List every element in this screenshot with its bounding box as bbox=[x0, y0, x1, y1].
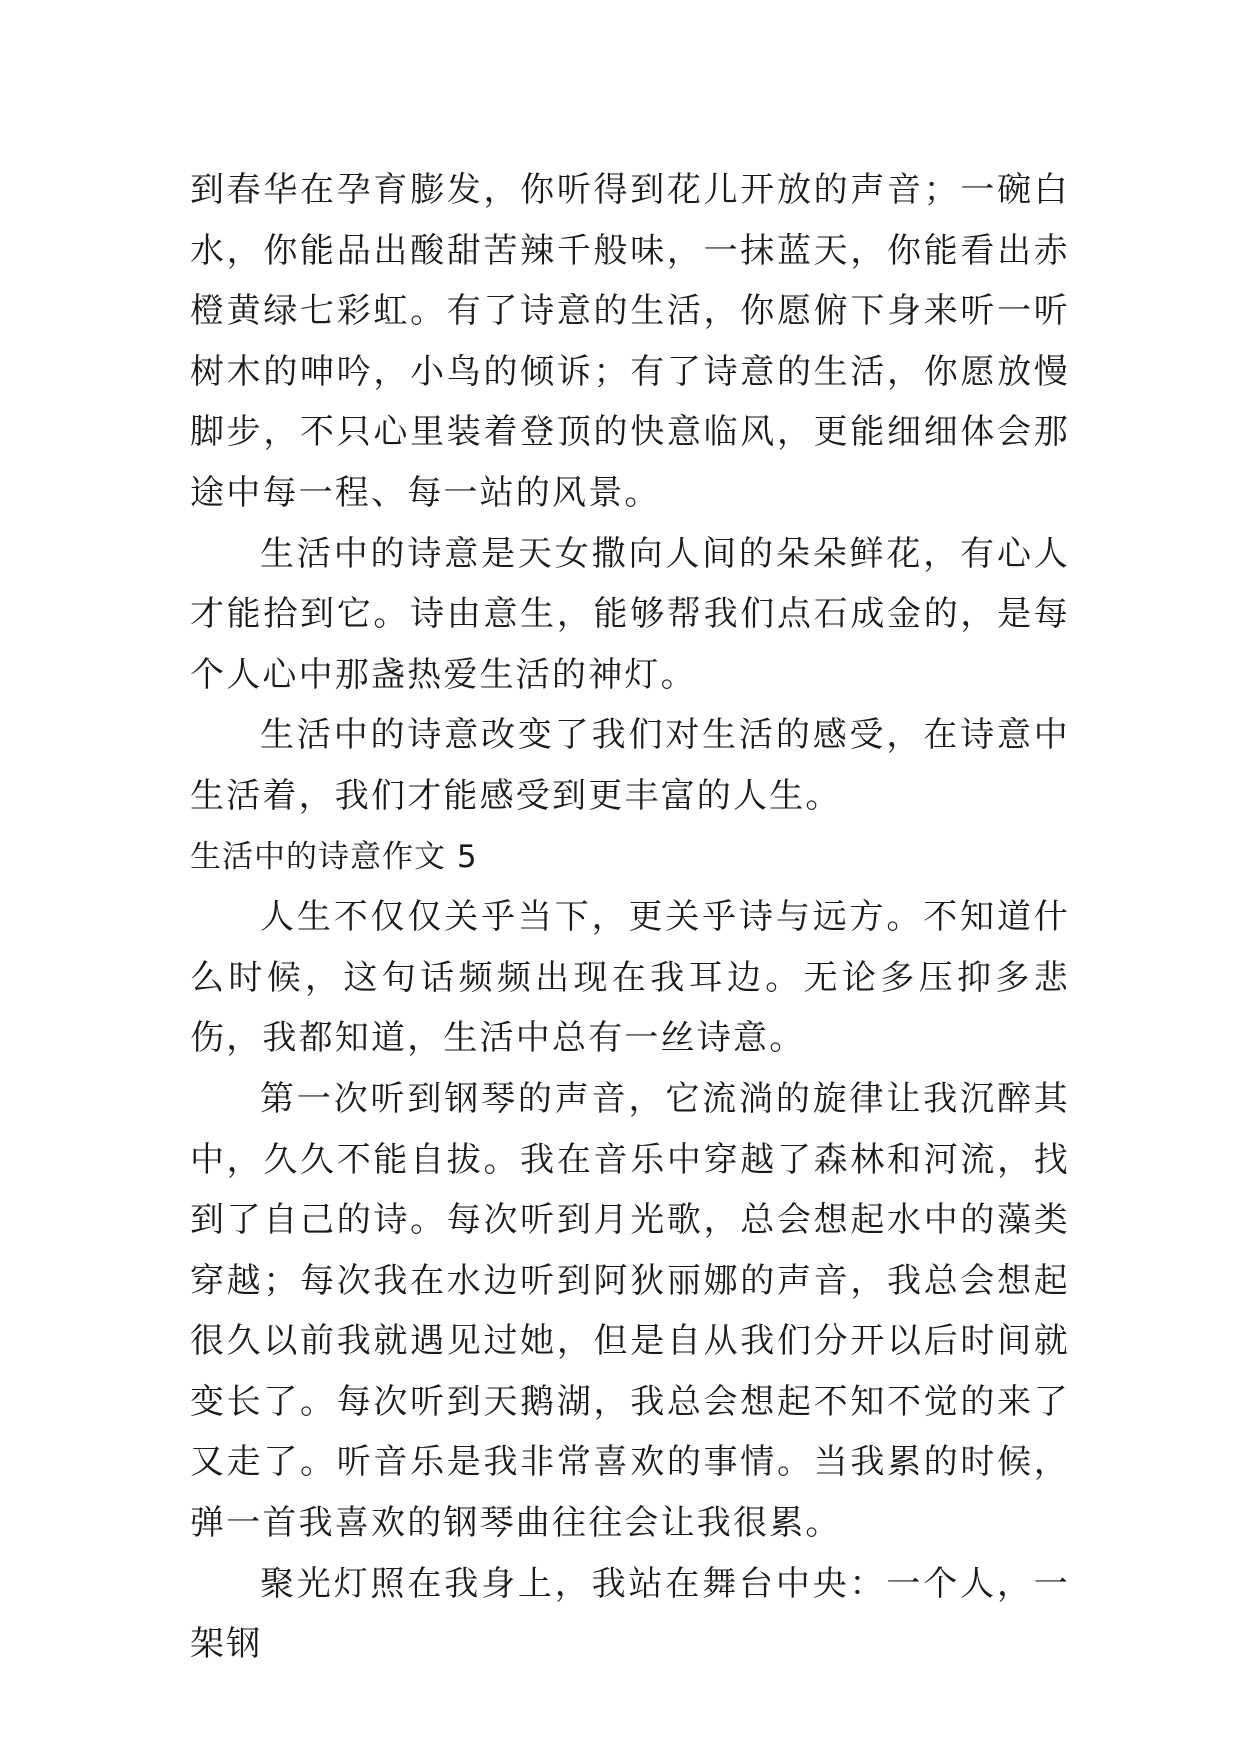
paragraph: 到春华在孕育膨发，你听得到花儿开放的声音；一碗白水，你能品出酸甜苦辣千般味，一抹蓝天，你能看出赤橙黄绿七彩虹。有了诗意的生活，你愿俯下身来听一听树木的呻吟，小鸟的倾诉；有了诗意的生活，你愿放慢脚步，不只心里装着登顶的快意临风，更能细细体会那途中每一程、每一站的风景。 bbox=[190, 170, 1070, 513]
paragraph: 人生不仅仅关乎当下，更关乎诗与远方。不知道什么时候，这句话频频出现在我耳边。无论多压抑多悲伤，我都知道，生活中总有一丝诗意。 bbox=[190, 897, 1070, 1059]
paragraph: 生活中的诗意改变了我们对生活的感受，在诗意中生活着，我们才能感受到更丰富的人生。 bbox=[190, 715, 1070, 816]
document-body bbox=[190, 160, 1070, 1675]
paragraph: 生活中的诗意是天女撒向人间的朵朵鲜花，有心人才能拾到它。诗由意生，能够帮我们点石成金的，是每个人心中那盏热爱生活的神灯。 bbox=[190, 533, 1070, 695]
paragraph: 聚光灯照在我身上，我站在舞台中央：一个人，一架钢 bbox=[190, 1563, 1070, 1665]
section-title: 生活中的诗意作文 5 bbox=[190, 838, 478, 875]
paragraph: 第一次听到钢琴的声音，它流淌的旋律让我沉醉其中，久久不能自拔。我在音乐中穿越了森林和河流，找到了自己的诗。每次听到月光歌，总会想起水中的藻类穿越；每次我在水边听到阿狄丽娜的声音，我总会想起很久以前我就遇见过她，但是自从我们分开以后时间就变长了。每次听到天鹅湖，我总会想起不知不觉的来了又走了。听音乐是我非常喜欢的事情。当我累的时候，弹一首我喜欢的钢琴曲往往会让我很累。 bbox=[190, 1078, 1070, 1544]
